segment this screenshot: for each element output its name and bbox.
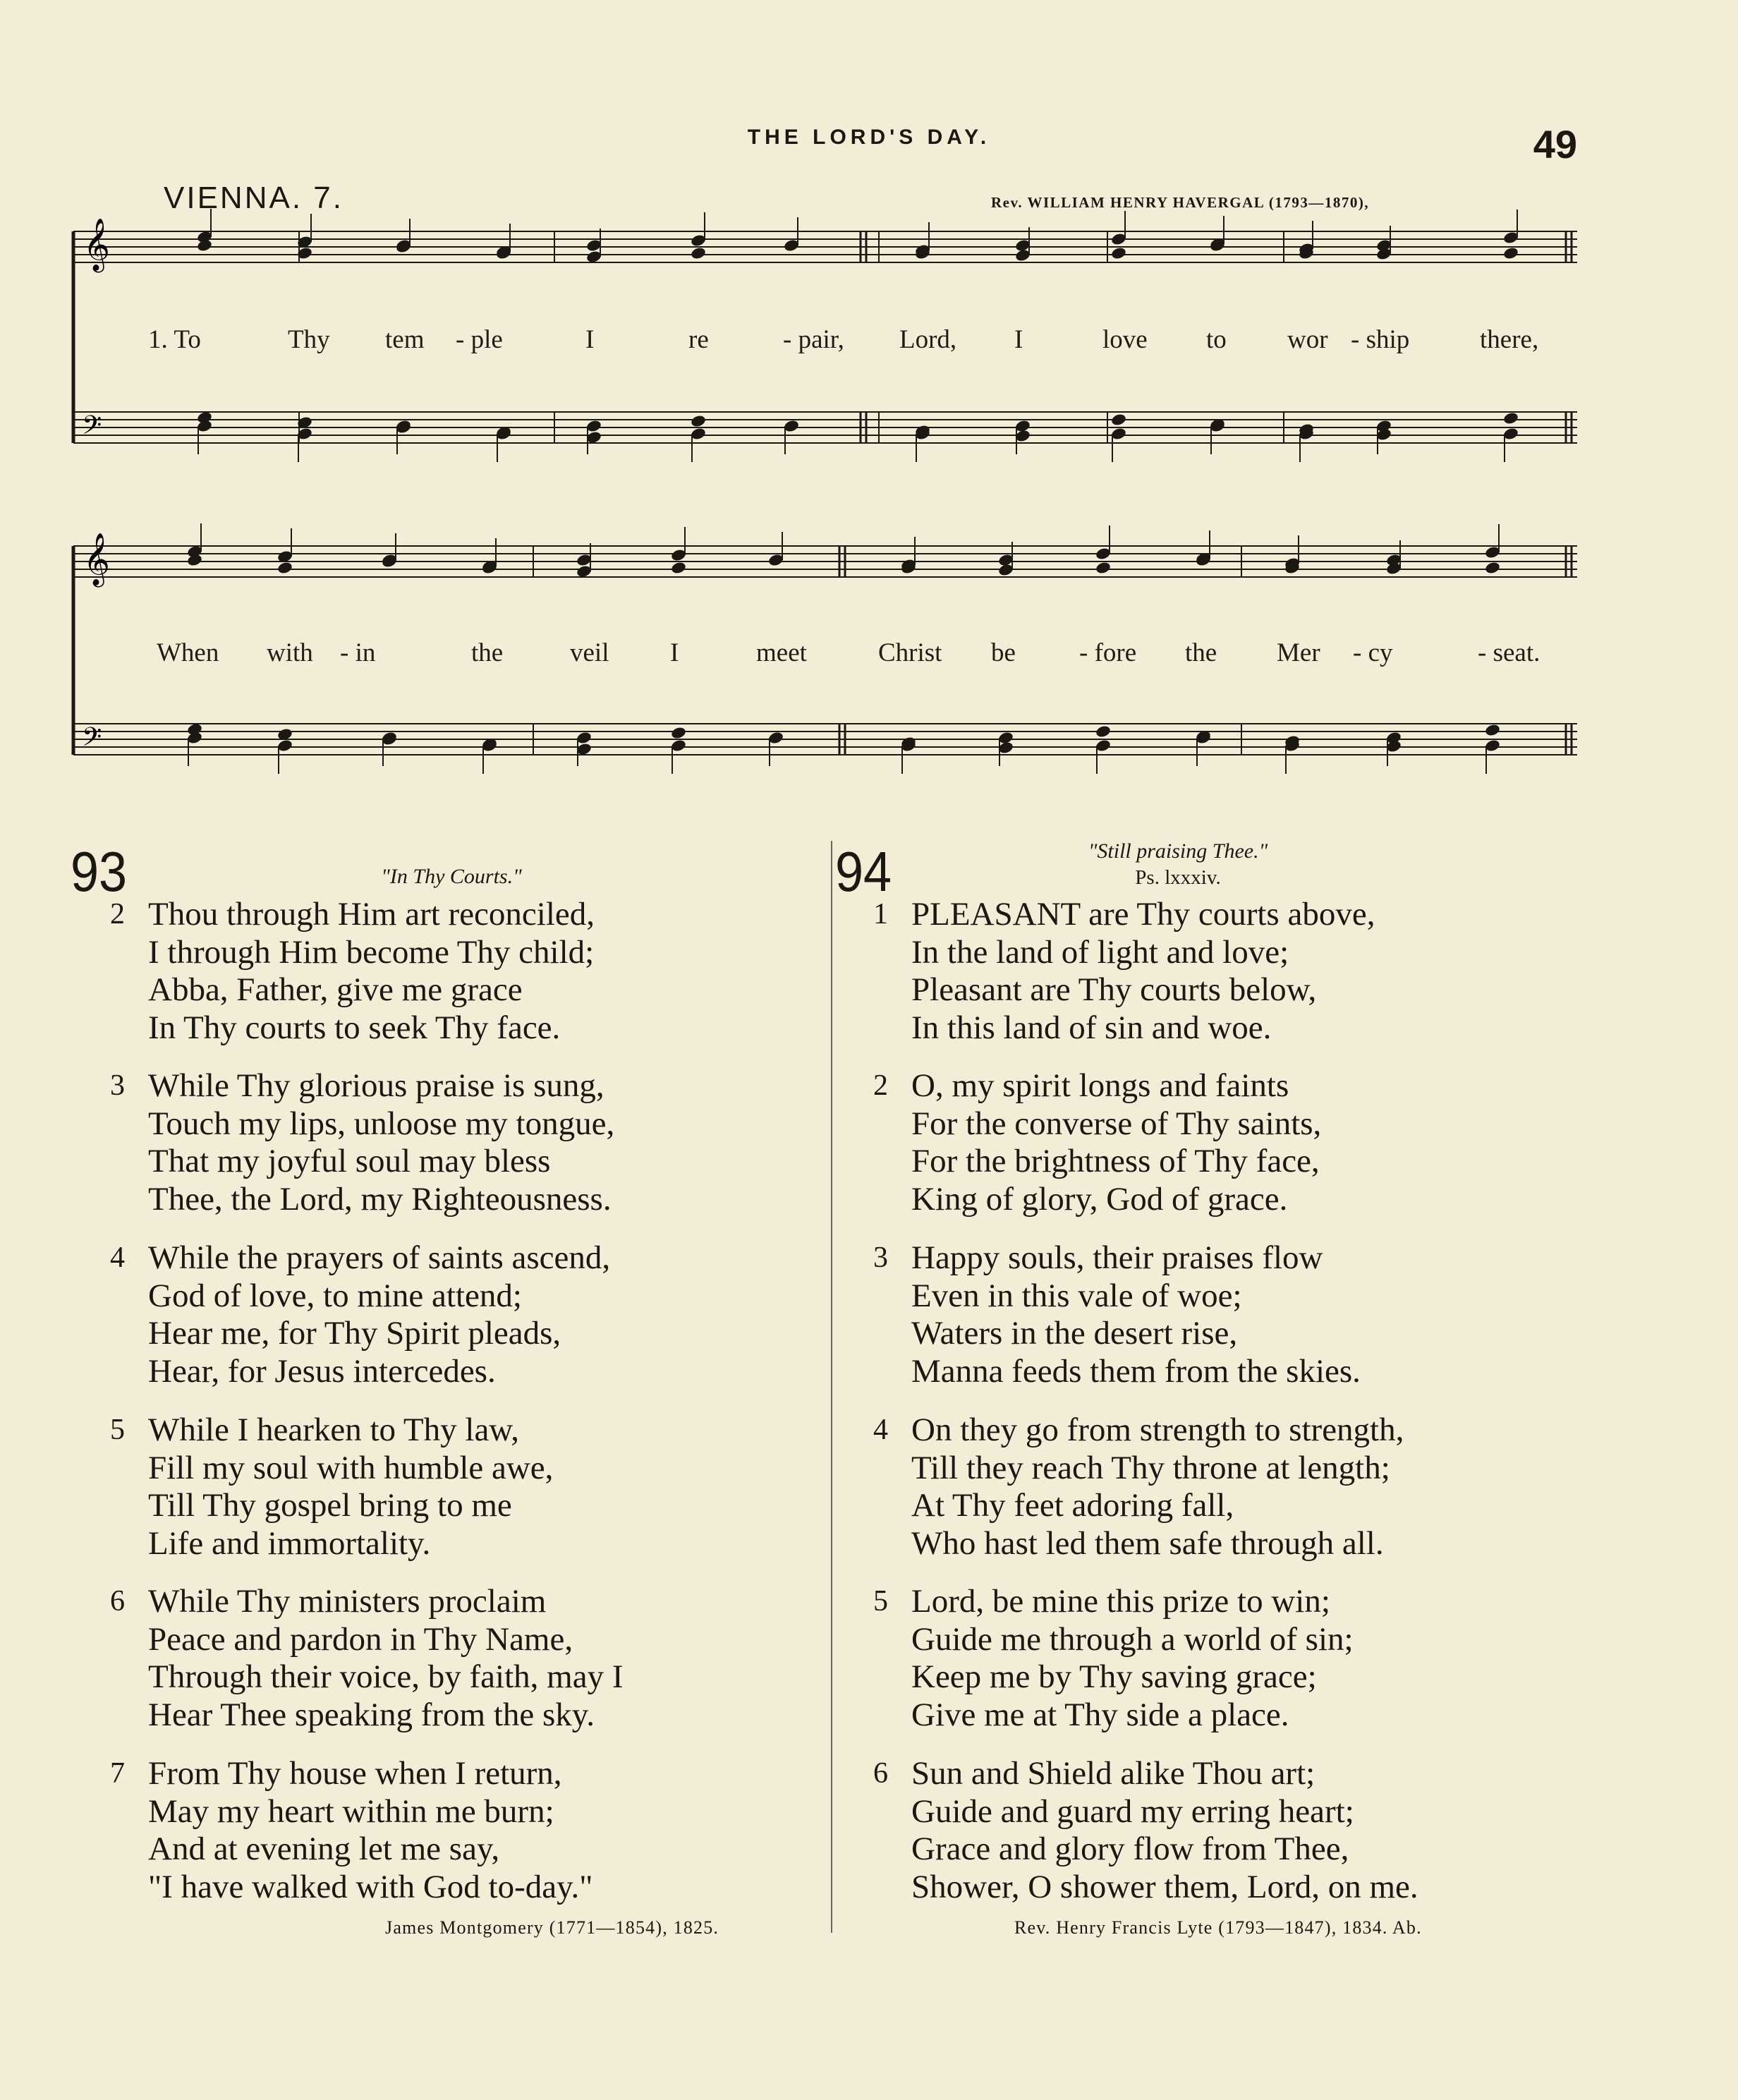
stanza-number: 6: [873, 1757, 888, 1790]
note-head: [1484, 561, 1501, 575]
verse-line: Hear, for Jesus intercedes.: [148, 1352, 496, 1390]
verse-line: Guide and guard my erring heart;: [911, 1792, 1354, 1830]
lyric-syllable: I: [1014, 325, 1023, 354]
note-head: [1110, 246, 1127, 260]
verse-line: Guide me through a world of sin;: [911, 1620, 1354, 1658]
verse-line: Life and immortality.: [148, 1524, 431, 1562]
verse-line: O, my spirit longs and faints: [911, 1067, 1289, 1104]
verse-line: In the land of light and love;: [911, 933, 1289, 971]
treble-clef-icon: 𝄞: [83, 533, 110, 585]
verse-line: In Thy courts to seek Thy face.: [148, 1009, 561, 1046]
note-head: [1095, 724, 1112, 739]
verse-line: God of love, to mine attend;: [148, 1277, 522, 1314]
verse-line: Touch my lips, unloose my tongue,: [148, 1105, 615, 1142]
verse-line: While I hearken to Thy law,: [148, 1412, 519, 1448]
note-head: [690, 246, 707, 260]
lyric-syllable: to: [1206, 325, 1227, 354]
stanza-number: 7: [110, 1757, 125, 1790]
verse-line: Sun and Shield alike Thou art;: [911, 1755, 1315, 1792]
verse-line: While the prayers of saints ascend,: [148, 1239, 611, 1276]
note-head: [1502, 246, 1519, 260]
stanza-number: 1: [873, 898, 888, 930]
verse-line: Hear Thee speaking from the sky.: [148, 1696, 595, 1733]
verse-line: Happy souls, their praises flow: [911, 1239, 1323, 1276]
lyric-syllable: there,: [1480, 325, 1539, 354]
bass-clef-icon: 𝄢: [82, 411, 102, 447]
tune-composer: Rev. WILLIAM HENRY HAVERGAL (1793—1870),: [991, 194, 1370, 211]
verse-line: Fill my soul with humble awe,: [148, 1449, 554, 1486]
verse-line: That my joyful soul may bless: [148, 1143, 551, 1179]
hymn-number-93: 93: [71, 840, 128, 903]
lyric-syllable: Thy: [288, 325, 330, 354]
lyric-syllable: Mer: [1277, 638, 1320, 667]
verse-line: Who hast led them safe through all.: [911, 1524, 1384, 1562]
lyric-syllable: Lord,: [899, 325, 957, 354]
note-head: [670, 726, 687, 740]
verse-line: "I have walked with God to-day.": [148, 1868, 593, 1905]
lyric-syllable: I: [585, 325, 595, 354]
hymn-title-93: "In Thy Courts.": [381, 865, 522, 888]
verse-line: For the brightness of Thy face,: [911, 1143, 1320, 1179]
hymn-credit-94: Rev. Henry Francis Lyte (1793—1847), 1834. Ab.: [1014, 1917, 1422, 1938]
lyric-syllable: meet: [756, 638, 807, 667]
verse-line: Hear me, for Thy Spirit pleads,: [148, 1315, 561, 1352]
verse-line: I through Him become Thy child;: [148, 933, 595, 971]
verse-line: Through their voice, by faith, may I: [148, 1658, 624, 1695]
verse-line: For the converse of Thy saints,: [911, 1105, 1322, 1142]
running-head: THE LORD'S DAY.: [747, 126, 991, 149]
stanza-number: 3: [873, 1242, 888, 1274]
verse-line: Manna feeds them from the skies.: [911, 1352, 1361, 1390]
verse-line: Give me at Thy side a place.: [911, 1696, 1289, 1733]
verse-line: At Thy feet adoring fall,: [911, 1487, 1234, 1524]
stanza-number: 5: [110, 1414, 125, 1446]
verse-line: Grace and glory flow from Thee,: [911, 1831, 1349, 1867]
column-divider: [831, 841, 832, 1933]
lyric-syllable: re: [688, 325, 709, 354]
lyric-syllable: with: [267, 638, 313, 667]
stanza-number: 6: [110, 1585, 125, 1618]
music-score: [0, 0, 1738, 818]
note-head: [1484, 723, 1501, 737]
note-head: [670, 561, 687, 575]
lyric-syllable: When: [157, 638, 219, 667]
stanza-number: 2: [873, 1069, 888, 1102]
lyric-syllable: tem: [385, 325, 425, 354]
hymn-number-94: 94: [835, 840, 892, 903]
verse-line: On they go from strength to strength,: [911, 1412, 1404, 1448]
stanza-number: 4: [110, 1242, 125, 1274]
stanza-number: 5: [873, 1585, 888, 1618]
lyric-syllable: - fore: [1079, 638, 1137, 667]
hymn-title-94: "Still praising Thee.": [1088, 839, 1268, 863]
treble-clef-icon: 𝄞: [83, 219, 110, 271]
verse-line: King of glory, God of grace.: [911, 1180, 1288, 1218]
verse-line: From Thy house when I return,: [148, 1755, 562, 1792]
note-head: [690, 414, 707, 428]
lyric-syllable: - in: [340, 638, 376, 667]
lyric-syllable: love: [1102, 325, 1148, 354]
lyric-syllable: 1. To: [148, 325, 201, 354]
verse-line: Even in this vale of woe;: [911, 1277, 1242, 1314]
verse-line: Thou through Him art reconciled,: [148, 896, 595, 933]
page-number: 49: [1533, 122, 1577, 166]
verse-line: While Thy ministers proclaim: [148, 1583, 547, 1620]
lyric-syllable: veil: [570, 638, 609, 667]
lyric-syllable: - seat.: [1478, 638, 1540, 667]
lyric-syllable: Christ: [878, 638, 942, 667]
verse-line: Pleasant are Thy courts below,: [911, 971, 1317, 1008]
lyric-syllable: - pair,: [783, 325, 844, 354]
verse-line: Peace and pardon in Thy Name,: [148, 1620, 573, 1658]
lyric-syllable: - cy: [1353, 638, 1393, 667]
staff-systems: [73, 209, 1577, 774]
verse-line: Till Thy gospel bring to me: [148, 1487, 512, 1524]
verse-line: In this land of sin and woe.: [911, 1009, 1272, 1046]
lyric-syllable: - ple: [456, 325, 503, 354]
verse-line: May my heart within me burn;: [148, 1792, 554, 1830]
note-head: [276, 561, 293, 575]
verse-line: Till they reach Thy throne at length;: [911, 1449, 1390, 1486]
hymn-reference-94: Ps. lxxxiv.: [1135, 866, 1221, 889]
note-head: [1110, 413, 1127, 427]
lyric-syllable: be: [991, 638, 1016, 667]
lyric-syllable: I: [670, 638, 679, 667]
bass-clef-icon: 𝄢: [82, 722, 102, 758]
verse-line: And at evening let me say,: [148, 1831, 500, 1867]
hymn-credit-93: James Montgomery (1771—1854), 1825.: [385, 1917, 719, 1938]
note-head: [1502, 411, 1519, 425]
verse-line: Thee, the Lord, my Righteousness.: [148, 1180, 612, 1218]
stanza-number: 3: [110, 1069, 125, 1102]
tune-name: VIENNA. 7.: [164, 181, 344, 215]
lyric-syllable: the: [471, 638, 504, 667]
verse-line: PLEASANT are Thy courts above,: [911, 896, 1375, 933]
lyric-syllable: the: [1185, 638, 1217, 667]
note-head: [1095, 561, 1112, 575]
verse-line: Keep me by Thy saving grace;: [911, 1658, 1317, 1695]
stanza-number: 2: [110, 898, 125, 930]
verse-line: Lord, be mine this prize to win;: [911, 1583, 1330, 1620]
verse-line: Abba, Father, give me grace: [148, 971, 523, 1008]
stanza-number: 4: [873, 1414, 888, 1446]
verse-line: Shower, O shower them, Lord, on me.: [911, 1868, 1418, 1905]
lyric-syllable: wor: [1287, 325, 1328, 354]
verse-line: While Thy glorious praise is sung,: [148, 1067, 604, 1104]
verse-line: Waters in the desert rise,: [911, 1315, 1238, 1352]
lyric-syllable: - ship: [1351, 325, 1410, 354]
